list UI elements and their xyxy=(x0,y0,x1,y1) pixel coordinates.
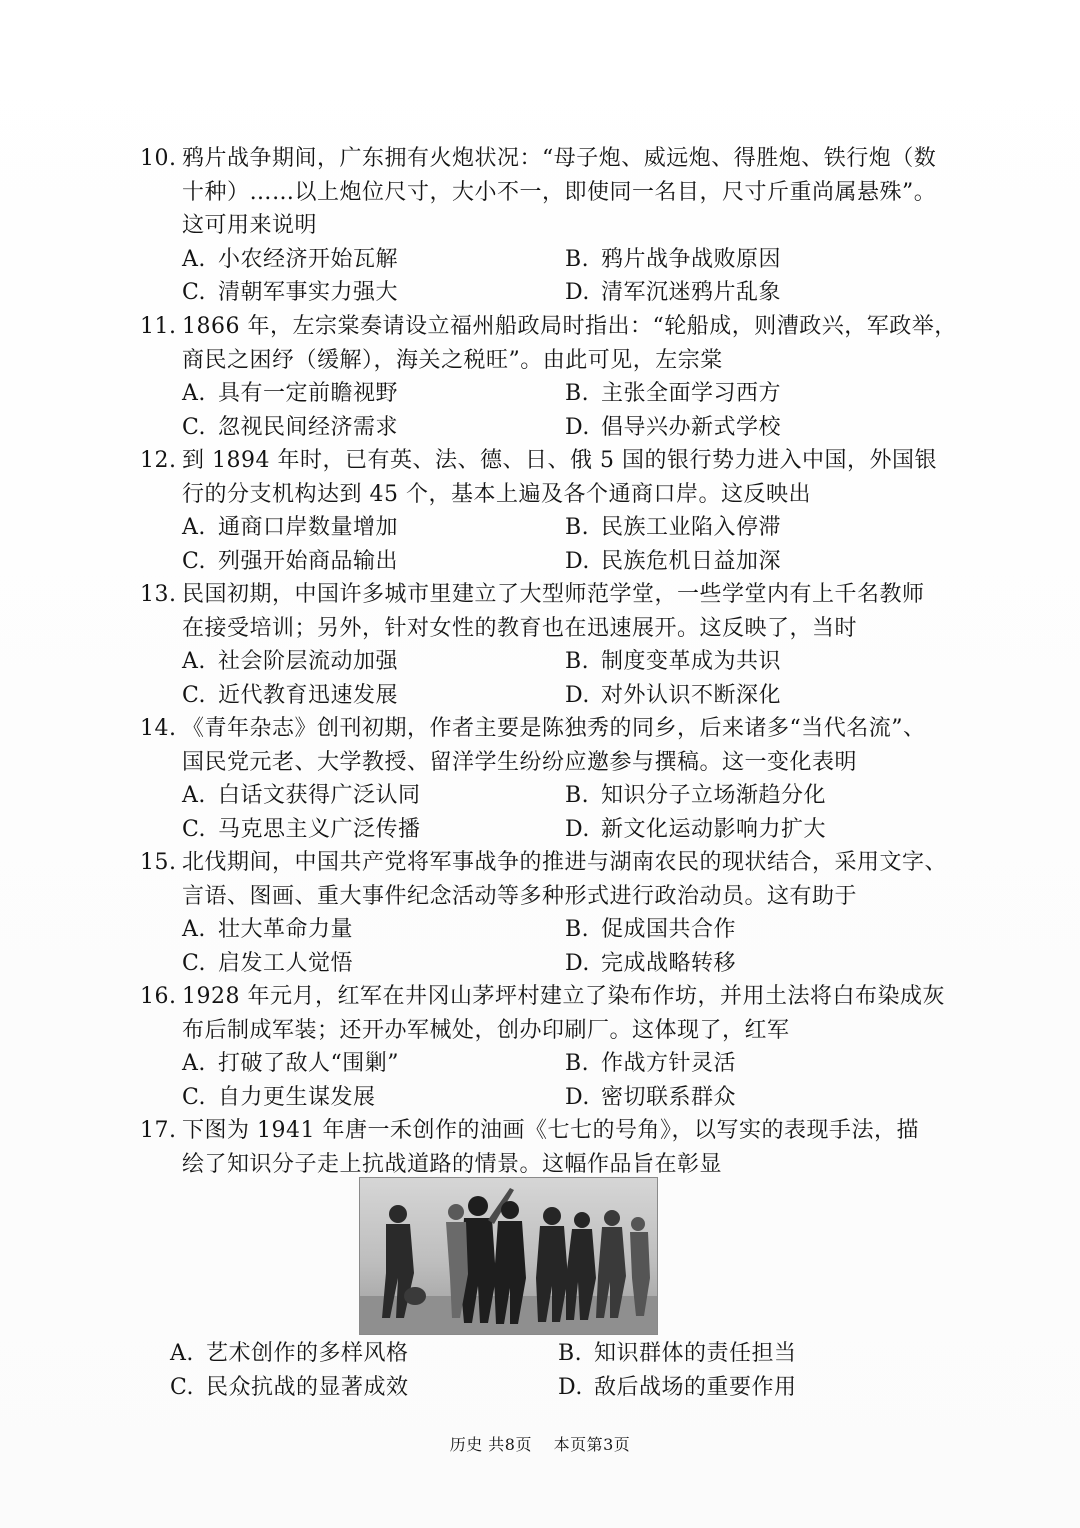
question-number: 16. xyxy=(140,984,177,1009)
question-text: 言语、图画、重大事件纪念活动等多种形式进行政治动员。这有助于 xyxy=(182,883,858,909)
option-c: C. 忽视民间经济需求 xyxy=(182,414,399,440)
question-text: 绘了知识分子走上抗战道路的情景。这幅作品旨在彰显 xyxy=(182,1151,723,1177)
footer-subject-total: 历史 共8页 xyxy=(449,1435,532,1454)
question-text: 这可用来说明 xyxy=(182,213,318,238)
question-12 xyxy=(140,444,970,578)
question-number: 11. xyxy=(140,314,177,339)
question-text: 在接受培训；另外，针对女性的教育也在迅速展开。这反映了，当时 xyxy=(182,615,858,641)
question-text: 北伐期间，中国共产党将军事战争的推进与湖南农民的现状结合，采用文字、 xyxy=(182,850,948,875)
question-number: 12. xyxy=(140,448,177,473)
option-c: C. 列强开始商品输出 xyxy=(182,548,399,574)
question-10 xyxy=(140,142,970,310)
option-c: C. 近代教育迅速发展 xyxy=(182,682,399,708)
option-b: B. 作战方针灵活 xyxy=(565,1051,737,1076)
question-number: 13. xyxy=(140,582,177,607)
option-c: C. 清朝军事实力强大 xyxy=(182,280,399,305)
question-text: 行的分支机构达到 45 个，基本上遍及各个通商口岸。这反映出 xyxy=(182,481,811,507)
footer-current-page: 本页第3页 xyxy=(553,1435,631,1454)
question-number: 14. xyxy=(140,716,177,741)
question-text: 国民党元老、大学教授、留洋学生纷纷应邀参与撰稿。这一变化表明 xyxy=(182,749,858,775)
question-text: 下图为 1941 年唐一禾创作的油画《七七的号角》，以写实的表现手法，描 xyxy=(182,1118,919,1143)
question-13 xyxy=(140,578,970,712)
option-a: A. 具有一定前瞻视野 xyxy=(182,381,399,406)
option-b: B. 民族工业陷入停滞 xyxy=(565,515,782,540)
option-d: D. 对外认识不断深化 xyxy=(565,682,782,708)
question-text: 布后制成军装；还开办军械处，创办印刷厂。这体现了，红军 xyxy=(182,1017,790,1043)
option-d: D. 敌后战场的重要作用 xyxy=(558,1374,797,1400)
question-number: 17. xyxy=(140,1118,177,1143)
question-17-options xyxy=(140,1337,970,1404)
question-15 xyxy=(140,846,970,980)
question-text: 商民之困纾（缓解），海关之税旺”。由此可见，左宗棠 xyxy=(182,347,723,373)
question-14 xyxy=(140,712,970,846)
question-text: 1866 年，左宗棠奏请设立福州船政局时指出：“轮船成，则漕政兴，军政举， xyxy=(182,314,957,339)
page-footer xyxy=(0,1432,1080,1455)
option-a: A. 通商口岸数量增加 xyxy=(182,515,399,540)
question-11 xyxy=(140,310,970,444)
option-c: C. 启发工人觉悟 xyxy=(182,950,354,976)
question-16 xyxy=(140,980,970,1114)
question-text: 1928 年元月，红军在井冈山茅坪村建立了染布作坊，并用土法将白布染成灰 xyxy=(182,984,945,1009)
option-d: D. 民族危机日益加深 xyxy=(565,548,782,574)
options xyxy=(182,645,970,712)
question-text: 到 1894 年时，已有英、法、德、日、俄 5 国的银行势力进入中国，外国银 xyxy=(182,448,937,473)
options xyxy=(182,243,970,310)
options xyxy=(182,511,970,578)
option-d: D. 新文化运动影响力扩大 xyxy=(565,816,827,842)
option-b: B. 知识分子立场渐趋分化 xyxy=(565,783,827,808)
options xyxy=(170,1337,970,1404)
option-a: A. 打破了敌人“围剿” xyxy=(182,1051,399,1076)
option-c: C. 民众抗战的显著成效 xyxy=(170,1374,409,1400)
option-b: B. 主张全面学习西方 xyxy=(565,381,782,406)
question-number: 10. xyxy=(140,146,177,171)
question-number: 15. xyxy=(140,850,177,875)
option-a: A. 白话文获得广泛认同 xyxy=(182,783,421,808)
options xyxy=(182,779,970,846)
option-a: A. 壮大革命力量 xyxy=(182,917,354,942)
option-d: D. 完成战略转移 xyxy=(565,950,737,976)
options xyxy=(182,377,970,444)
option-d: D. 清军沉迷鸦片乱象 xyxy=(565,280,782,305)
question-text: 民国初期，中国许多城市里建立了大型师范学堂，一些学堂内有上千名教师 xyxy=(182,582,925,607)
painting-image xyxy=(359,1177,658,1335)
question-text: 鸦片战争期间，广东拥有火炮状况：“母子炮、威远炮、得胜炮、铁行炮（数 xyxy=(182,146,937,171)
question-17 xyxy=(140,1114,970,1181)
option-b: B. 制度变革成为共识 xyxy=(565,649,782,674)
options xyxy=(182,1047,970,1114)
marching-figures-illustration xyxy=(360,1178,657,1334)
option-a: A. 小农经济开始瓦解 xyxy=(182,246,399,272)
option-a: A. 社会阶层流动加强 xyxy=(182,649,399,674)
option-b: B. 促成国共合作 xyxy=(565,917,737,942)
question-text: 《青年杂志》创刊初期，作者主要是陈独秀的同乡，后来诸多“当代名流”、 xyxy=(182,716,926,741)
option-d: D. 密切联系群众 xyxy=(565,1084,737,1110)
option-c: C. 自力更生谋发展 xyxy=(182,1084,376,1110)
option-d: D. 倡导兴办新式学校 xyxy=(565,414,782,440)
option-c: C. 马克思主义广泛传播 xyxy=(182,816,421,842)
option-b: B. 鸦片战争战败原因 xyxy=(565,246,782,272)
option-b: B. 知识群体的责任担当 xyxy=(558,1341,797,1366)
options xyxy=(182,913,970,980)
option-a: A. 艺术创作的多样风格 xyxy=(170,1341,409,1366)
question-text: 十种）……以上炮位尺寸，大小不一，即使同一名目，尺寸斤重尚属悬殊”。 xyxy=(182,179,937,205)
